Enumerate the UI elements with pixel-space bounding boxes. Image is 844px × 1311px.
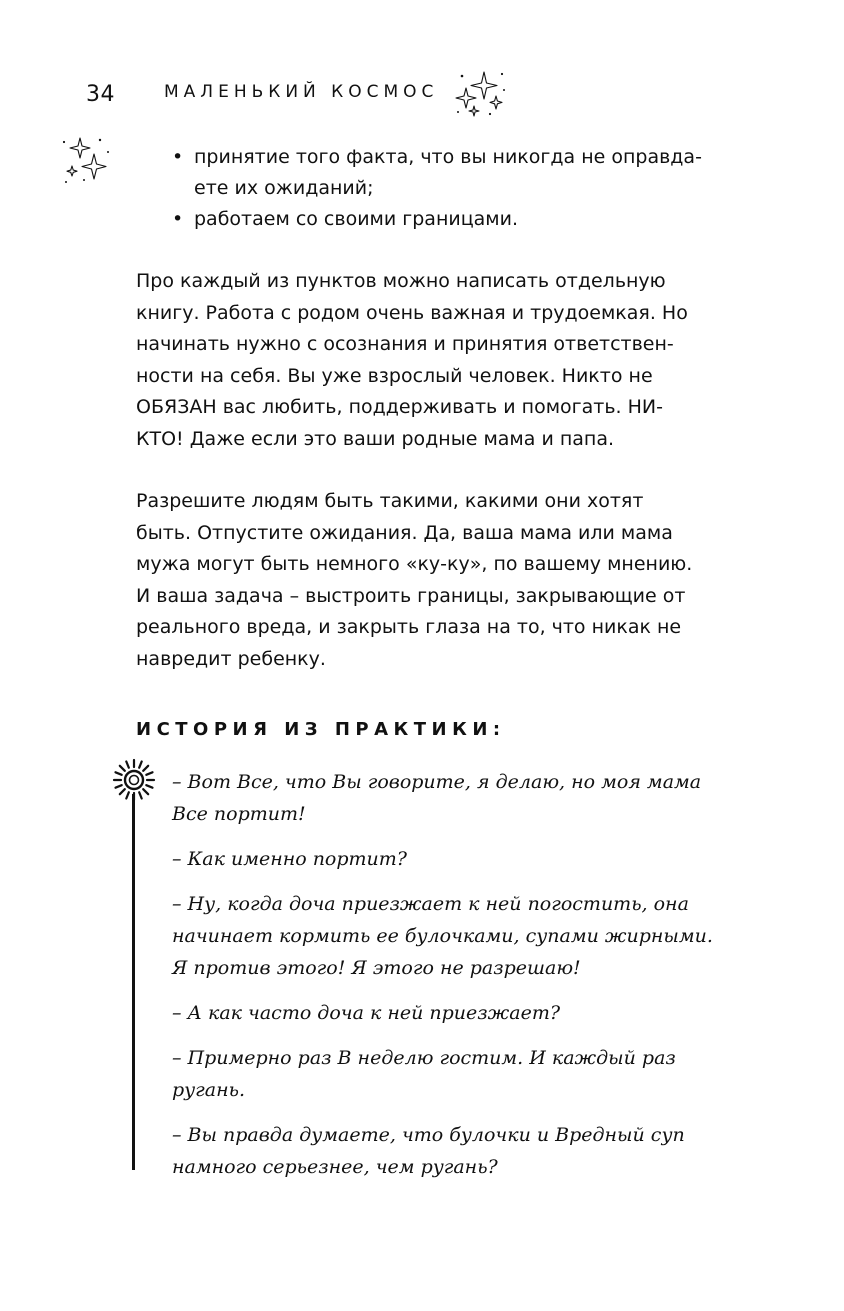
sun-icon bbox=[112, 758, 156, 802]
vertical-rule bbox=[132, 794, 135, 1170]
body-paragraph: Про каждый из пунктов можно написать отдельную книгу. Работа с родом очень важная и трудоемкая. Но начинать нужно с осознания и принятия ответствен- ности на себя. Вы уже взрослый человек. Никто не ОБЯЗАН вас любить, поддерживать и помогать. НИ- КТО! Даже если это ваши родные мама и папа. bbox=[136, 270, 688, 450]
stars-ornament-icon bbox=[452, 66, 508, 118]
list-item-text: принятие того факта, что вы никогда не оправда- ете их ожиданий; bbox=[194, 146, 702, 199]
body-paragraph: Разрешите людям быть такими, какими они хотят быть. Отпустите ожидания. Да, ваша мама или мама мужа могут быть немного «ку-ку», по вашему мнению. И ваша задача – выстроить границы, закрывающие от реального вреда, и закрыть глаза на то, что никак не навредит ребенку. bbox=[136, 490, 693, 670]
dialogue bbox=[172, 766, 744, 1196]
bullet-marker: • bbox=[172, 146, 184, 168]
stars-ornament-icon bbox=[60, 134, 112, 186]
page-number: 34 bbox=[86, 82, 115, 107]
dialogue-line: – А как часто доча к ней приезжает? bbox=[172, 1002, 561, 1024]
bullet-list bbox=[170, 142, 750, 235]
list-item bbox=[170, 142, 750, 204]
dialogue-line: – Вот Все, что Вы говорите, я делаю, но моя мама Все портит! bbox=[172, 771, 702, 825]
dialogue-line: – Ну, когда доча приезжает к ней погостить, она начинает кормить ее булочками, супами жирными. Я против этого! Я этого не разрешаю! bbox=[172, 893, 713, 979]
list-item bbox=[170, 204, 750, 235]
bullet-marker: • bbox=[172, 208, 184, 230]
dialogue-line: – Примерно раз В неделю гостим. И каждый раз ругань. bbox=[172, 1047, 676, 1101]
running-title: МАЛЕНЬКИЙ КОСМОС bbox=[164, 82, 439, 102]
dialogue-line: – Вы правда думаете, что булочки и Вредный суп намного серьезнее, чем ругань? bbox=[172, 1124, 685, 1178]
list-item-text: работаем со своими границами. bbox=[194, 208, 519, 230]
section-heading: ИСТОРИЯ ИЗ ПРАКТИКИ: bbox=[136, 719, 506, 740]
dialogue-line: – Как именно портит? bbox=[172, 848, 407, 870]
